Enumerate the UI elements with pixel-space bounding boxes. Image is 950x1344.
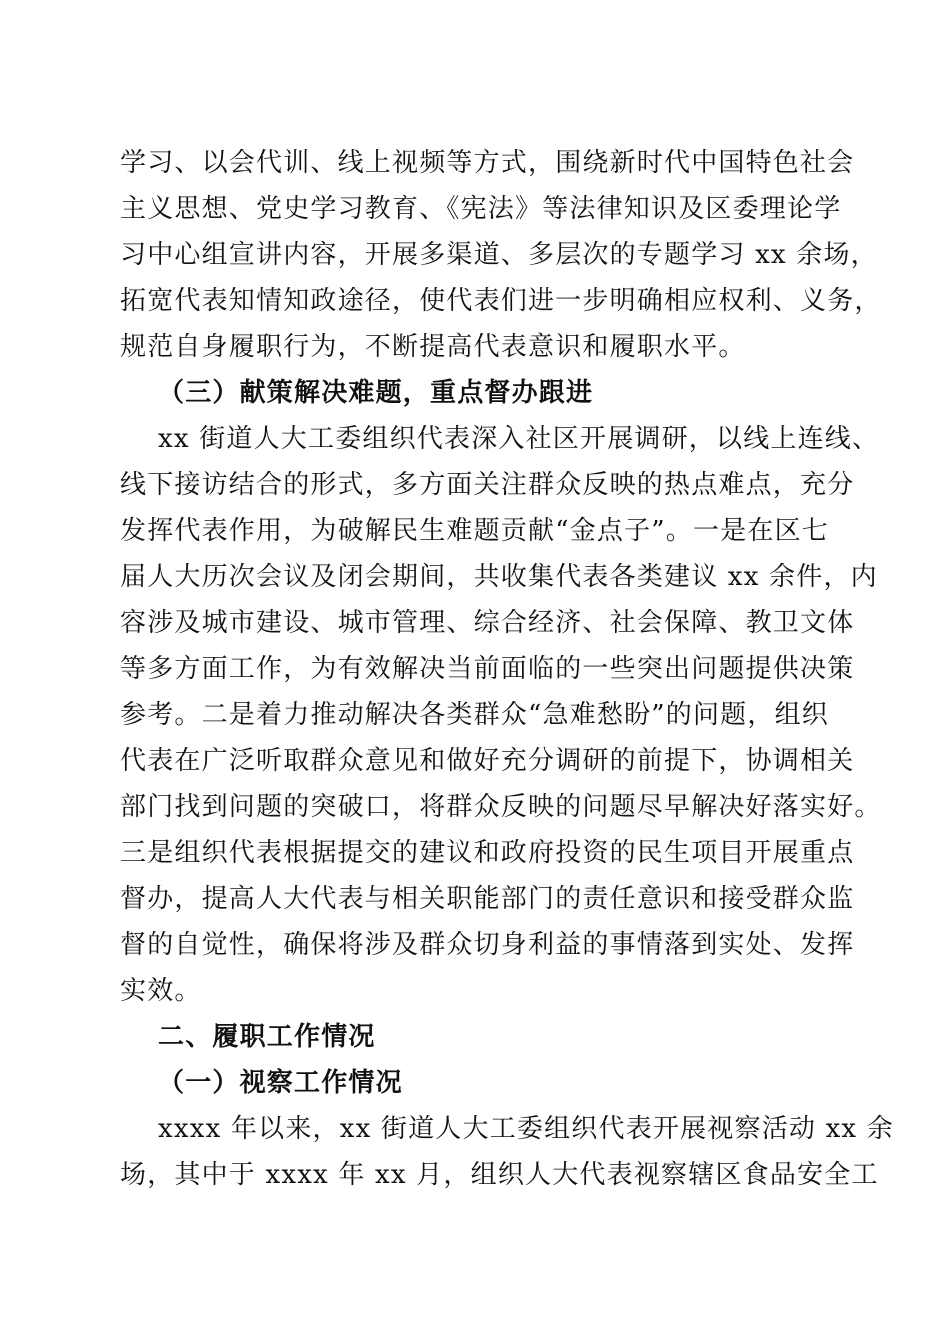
paragraph-first-line: xxxx 年以来，xx 街道人大工委组织代表开展视察活动 xx 余 xyxy=(158,1114,894,1144)
body-text-line: 场，其中于 xxxx 年 xx 月，组织人大代表视察辖区食品安全工 xyxy=(120,1160,879,1190)
body-text-line: 发挥代表作用，为破解民生难题贡献“金点子”。一是在区七 xyxy=(120,516,829,546)
body-text-line: 部门找到问题的突破口，将群众反映的问题尽早解决好落实好。 xyxy=(120,792,882,822)
body-text-line: 规范自身履职行为，不断提高代表意识和履职水平。 xyxy=(120,332,746,362)
body-text-line: 届人大历次会议及闭会期间，共收集代表各类建议 xx 余件，内 xyxy=(120,562,878,592)
body-text-line: 习中心组宣讲内容，开展多渠道、多层次的专题学习 xx 余场， xyxy=(120,240,878,270)
body-text-line: 等多方面工作，为有效解决当前面临的一些突出问题提供决策 xyxy=(120,654,855,684)
body-text-line: 代表在广泛听取群众意见和做好充分调研的前提下，协调相关 xyxy=(120,746,855,776)
section-heading-3: （三）献策解决难题，重点督办跟进 xyxy=(158,378,594,408)
body-text-line: 主义思想、党史学习教育、《宪法》等法律知识及区委理论学 xyxy=(120,194,842,224)
body-text-line: 学习、以会代训、线上视频等方式，围绕新时代中国特色社会 xyxy=(120,148,855,178)
body-text-line: 督办，提高人大代表与相关职能部门的责任意识和接受群众监 xyxy=(120,884,855,914)
section-heading-3: （一）视察工作情况 xyxy=(158,1068,403,1098)
section-heading-2: 二、履职工作情况 xyxy=(158,1022,376,1052)
body-text-line: 实效。 xyxy=(120,976,202,1006)
body-text-line: 督的自觉性，确保将涉及群众切身利益的事情落到实处、发挥 xyxy=(120,930,855,960)
body-text-line: 容涉及城市建设、城市管理、综合经济、社会保障、教卫文体 xyxy=(120,608,855,638)
body-text-line: 三是组织代表根据提交的建议和政府投资的民生项目开展重点 xyxy=(120,838,855,868)
paragraph-first-line: xx 街道人大工委组织代表深入社区开展调研，以线上连线、 xyxy=(158,424,880,454)
body-text-line: 参考。二是着力推动解决各类群众“急难愁盼”的问题，组织 xyxy=(120,700,829,730)
body-text-line: 线下接访结合的形式，多方面关注群众反映的热点难点，充分 xyxy=(120,470,855,500)
body-text-line: 拓宽代表知情知政途径，使代表们进一步明确相应权利、义务， xyxy=(120,286,882,316)
